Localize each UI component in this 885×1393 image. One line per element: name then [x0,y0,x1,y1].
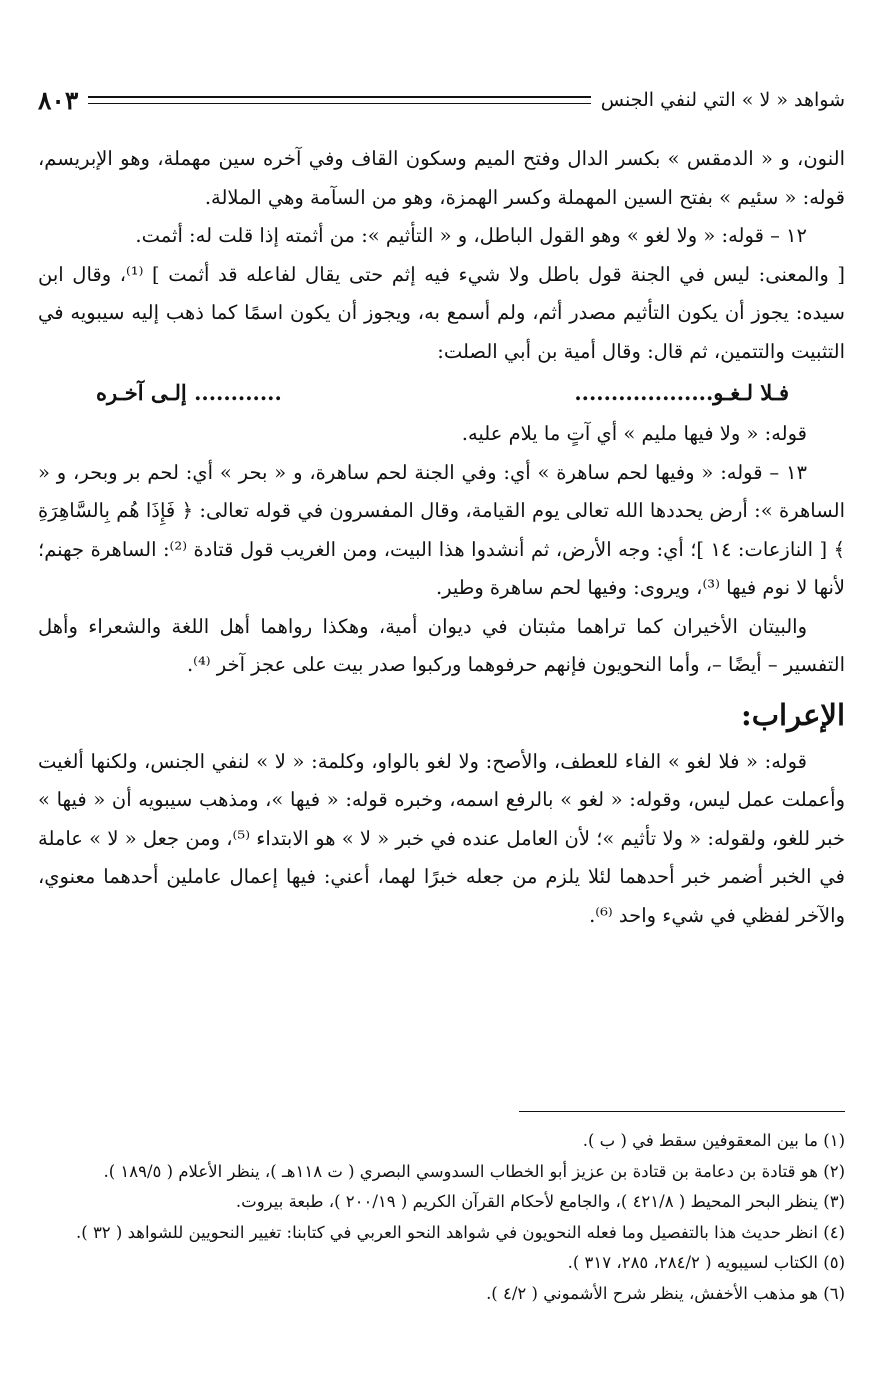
verse-first-hemistich: فـلا لـغـو................... [574,380,789,405]
footnote-5: (٥) الكتاب لسيبويه ( ٢٨٤/٢، ٢٨٥، ٣١٧ ). [567,1253,845,1272]
footnote-6: (٦) هو مذهب الأخفش، ينظر شرح الأشموني ( ٤/٢ ). [486,1283,845,1303]
footnote-2: (٢) هو قتادة بن دعامة بن قتادة بن عزيز أبو الخطاب السدوسي البصري ( ت ١١٨هـ )، ينظر الأعلام ( ١٨٩/٥ ). [103,1161,845,1181]
verse-second-hemistich: ............ إلـى آخـره [96,380,282,405]
section-heading: الإعراب: [741,697,845,732]
footnotes [38,1126,845,1309]
footnote-separator [519,1111,845,1112]
paragraph-2: ١٢ – قوله: « ولا لغو » وهو القول الباطل، و « التأثيم »: من أثمته إذا قلت له: أثمت. [135,224,807,247]
paragraph-4: قوله: « ولا فيها مليم » أي آتٍ ما يلام عليه. [461,422,807,445]
verse-line [38,371,845,415]
running-header [38,80,845,120]
paragraph-3: [ والمعنى: ليس في الجنة قول باطل ولا شيء فيه إثم حتى يقال لفاعله قد أثمت ] ⁽¹⁾، وقال ابن سيده: يجوز أن يكون التأثيم مصدر أثم، ولم أسمع به، ويجوز أن يكون اسمًا كما ذهب إليه سيبويه في التثبيت والتتمين، ثم قال: وقال أمية بن أبي الصلت: [38,262,845,363]
paragraph-7: قوله: « فلا لغو » الفاء للعطف، والأصح: ولا لغو بالواو، وكلمة: « لا » لنفي الجنس، ولكنها ألغيت وأعملت عمل ليس، وقوله: « لغو » بالرفع اسمه، وخبره قوله: « فيها »، ومذهب سيبويه أن « فيها » خبر للغو، ولقوله: « ولا تأثيم »؛ لأن العامل عنده في خبر « لا » هو الابتداء ⁽⁵⁾، ومن جعل « لا » عاملة في الخبر أضمر خبر أحدهما لئلا يلزم من جعله خبرًا لهما، أعني: فيها إعمال عاملين أحدهما معنوي، والآخر لفظي في شيء واحد ⁽⁶⁾. [38,749,846,927]
footnote-3: (٣) ينظر البحر المحيط ( ٤٢١/٨ )، والجامع لأحكام القرآن الكريم ( ٢٠٠/١٩ )، طبعة بيروت. [235,1192,845,1211]
paragraph-5: ١٣ – قوله: « وفيها لحم ساهرة » أي: وفي الجنة لحم ساهرة، و « بحر » أي: لحم بر وبحر، و « الساهرة »: أرض يحددها الله تعالى يوم القيامة، وقال المفسرون في قوله تعالى: ﴿ فَإِذَا هُم بِالسَّاهِرَةِ ﴾ [ النازعات: ١٤ ]؛ أي: وجه الأرض، ثم أنشدوا هذا البيت، ومن الغريب قول قتادة ⁽²⁾: الساهرة جهنم؛ لأنها لا نوم فيها ⁽³⁾، ويروى: وفيها لحم ساهرة وطير. [38,460,845,599]
main-text [38,140,845,935]
header-rule [88,96,590,104]
footnote-4: (٤) انظر حديث هذا بالتفصيل وما فعله النحويون في شواهد النحو العربي في كتابنا: تغيير النحويين للشواهد ( ٣٢ ). [76,1222,845,1242]
paragraph-1: النون، و « الدمقس » بكسر الدال وفتح الميم وسكون القاف وفي آخره سين مهملة، وهو الإبريسم، قوله: « سئيم » بفتح السين المهملة وكسر الهمزة، وهو من السآمة وهي الملالة. [38,147,845,209]
paragraph-6: والبيتان الأخيران كما تراهما مثبتان في ديوان أمية، وهكذا رواهما أهل اللغة والشعراء وأهل التفسير – أيضًا –، وأما النحويون فإنهم حرفوهما وركبوا صدر بيت على عجز آخر ⁽⁴⁾. [38,614,845,676]
footnote-1: (١) ما بين المعقوفين سقط في ( ب ). [582,1131,845,1150]
running-title: شواهد « لا » التي لنفي الجنس [600,89,845,111]
page-number: ٨٠٣ [38,85,79,115]
